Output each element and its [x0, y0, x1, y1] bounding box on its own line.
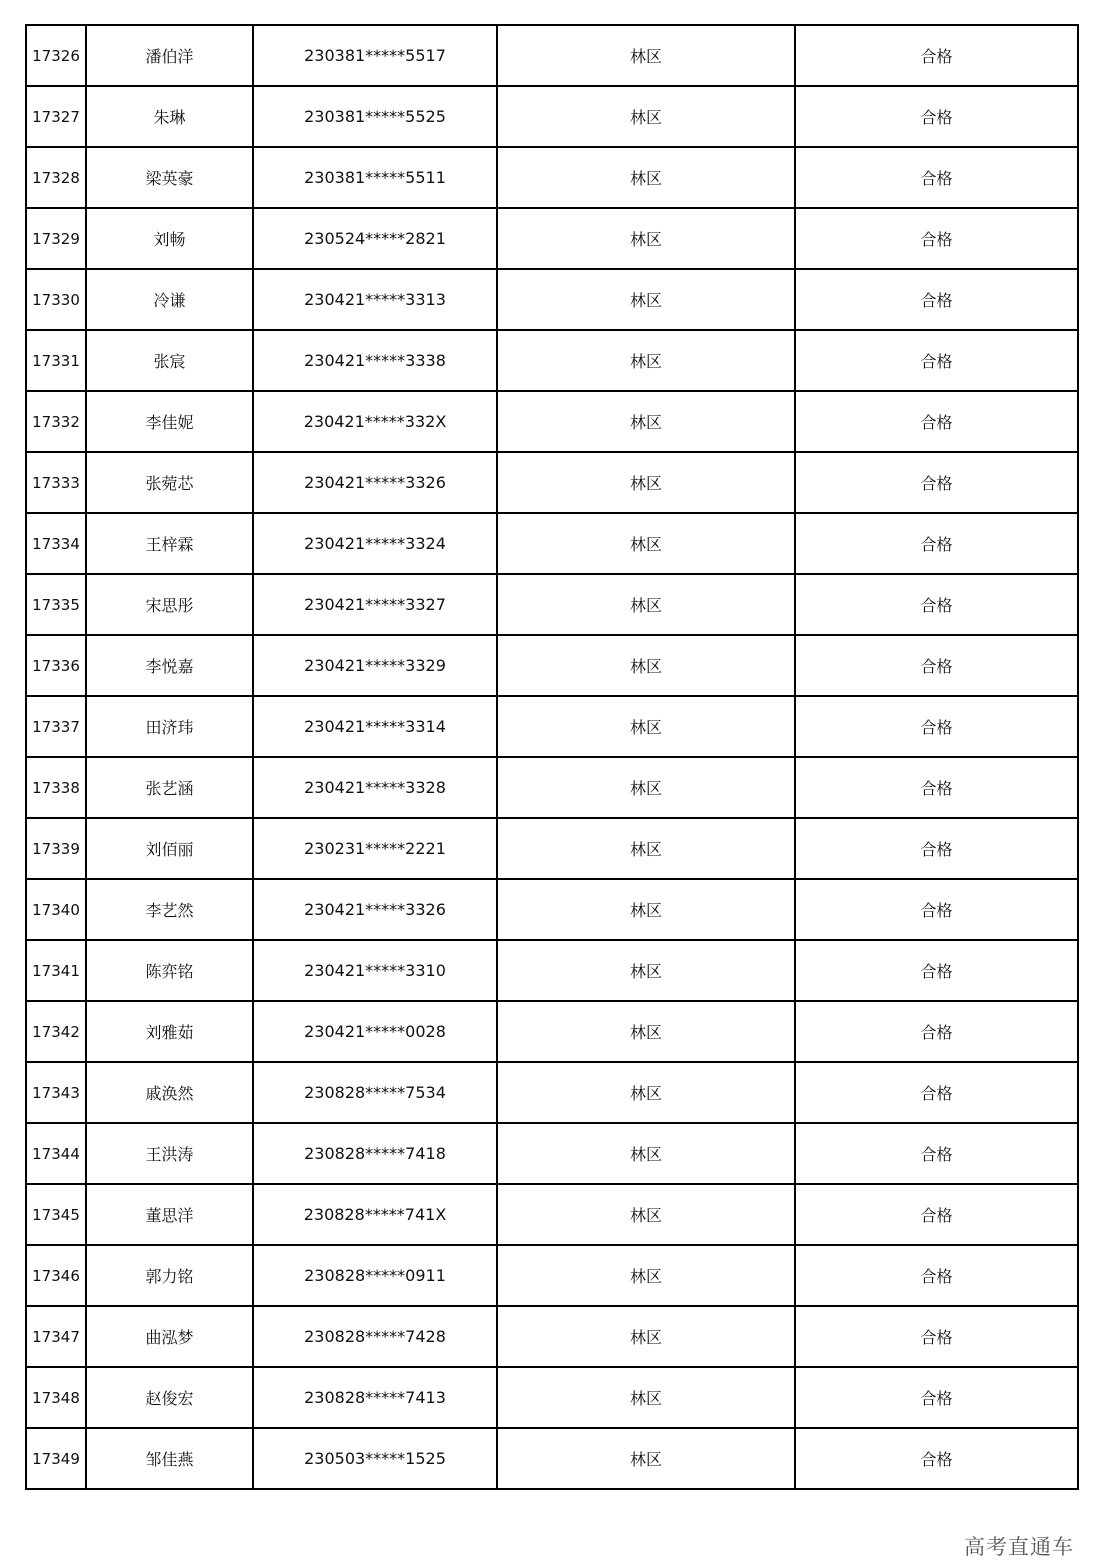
- area-cell: 林区: [497, 25, 795, 86]
- area-cell: 林区: [497, 452, 795, 513]
- table-row: [26, 1184, 1078, 1245]
- id-number-cell: 230828*****7428: [253, 1306, 497, 1367]
- area-cell: 林区: [497, 1184, 795, 1245]
- table-row: [26, 330, 1078, 391]
- area-cell: 林区: [497, 757, 795, 818]
- row-number-cell: 17346: [26, 1245, 86, 1306]
- table-row: [26, 391, 1078, 452]
- name-cell: 王梓霖: [86, 513, 253, 574]
- results-table: [25, 24, 1079, 1490]
- result-cell: 合格: [795, 635, 1078, 696]
- name-cell: 郭力铭: [86, 1245, 253, 1306]
- row-number-cell: 17337: [26, 696, 86, 757]
- row-number-cell: 17333: [26, 452, 86, 513]
- area-cell: 林区: [497, 574, 795, 635]
- id-number-cell: 230421*****3313: [253, 269, 497, 330]
- name-cell: 刘雅茹: [86, 1001, 253, 1062]
- id-number-cell: 230421*****3326: [253, 452, 497, 513]
- result-cell: 合格: [795, 879, 1078, 940]
- area-cell: 林区: [497, 696, 795, 757]
- table-row: [26, 635, 1078, 696]
- table-row: [26, 757, 1078, 818]
- table-row: [26, 452, 1078, 513]
- row-number-cell: 17334: [26, 513, 86, 574]
- result-cell: 合格: [795, 330, 1078, 391]
- name-cell: 张艺涵: [86, 757, 253, 818]
- row-number-cell: 17326: [26, 25, 86, 86]
- result-cell: 合格: [795, 1367, 1078, 1428]
- id-number-cell: 230381*****5525: [253, 86, 497, 147]
- id-number-cell: 230421*****0028: [253, 1001, 497, 1062]
- id-number-cell: 230381*****5517: [253, 25, 497, 86]
- table-row: [26, 818, 1078, 879]
- result-cell: 合格: [795, 696, 1078, 757]
- table-row: [26, 1245, 1078, 1306]
- id-number-cell: 230421*****3326: [253, 879, 497, 940]
- row-number-cell: 17341: [26, 940, 86, 1001]
- row-number-cell: 17335: [26, 574, 86, 635]
- name-cell: 宋思彤: [86, 574, 253, 635]
- id-number-cell: 230421*****3327: [253, 574, 497, 635]
- table-row: [26, 1123, 1078, 1184]
- result-cell: 合格: [795, 1245, 1078, 1306]
- row-number-cell: 17329: [26, 208, 86, 269]
- name-cell: 李佳妮: [86, 391, 253, 452]
- id-number-cell: 230828*****0911: [253, 1245, 497, 1306]
- id-number-cell: 230503*****1525: [253, 1428, 497, 1489]
- name-cell: 梁英豪: [86, 147, 253, 208]
- area-cell: 林区: [497, 1428, 795, 1489]
- result-cell: 合格: [795, 147, 1078, 208]
- area-cell: 林区: [497, 818, 795, 879]
- id-number-cell: 230231*****2221: [253, 818, 497, 879]
- row-number-cell: 17332: [26, 391, 86, 452]
- name-cell: 刘畅: [86, 208, 253, 269]
- row-number-cell: 17330: [26, 269, 86, 330]
- area-cell: 林区: [497, 1062, 795, 1123]
- row-number-cell: 17343: [26, 1062, 86, 1123]
- area-cell: 林区: [497, 879, 795, 940]
- id-number-cell: 230421*****3324: [253, 513, 497, 574]
- result-cell: 合格: [795, 818, 1078, 879]
- result-cell: 合格: [795, 208, 1078, 269]
- name-cell: 朱琳: [86, 86, 253, 147]
- name-cell: 赵俊宏: [86, 1367, 253, 1428]
- result-cell: 合格: [795, 269, 1078, 330]
- table-row: [26, 208, 1078, 269]
- row-number-cell: 17348: [26, 1367, 86, 1428]
- name-cell: 刘佰丽: [86, 818, 253, 879]
- result-cell: 合格: [795, 391, 1078, 452]
- area-cell: 林区: [497, 269, 795, 330]
- table-row: [26, 1062, 1078, 1123]
- row-number-cell: 17336: [26, 635, 86, 696]
- id-number-cell: 230421*****3329: [253, 635, 497, 696]
- area-cell: 林区: [497, 391, 795, 452]
- result-cell: 合格: [795, 1001, 1078, 1062]
- name-cell: 田济玮: [86, 696, 253, 757]
- row-number-cell: 17345: [26, 1184, 86, 1245]
- table-row: [26, 1001, 1078, 1062]
- watermark-text: 高考直通车: [964, 1535, 1074, 1559]
- table-row: [26, 513, 1078, 574]
- area-cell: 林区: [497, 1001, 795, 1062]
- table-row: [26, 574, 1078, 635]
- result-cell: 合格: [795, 1184, 1078, 1245]
- row-number-cell: 17339: [26, 818, 86, 879]
- area-cell: 林区: [497, 208, 795, 269]
- name-cell: 陈弈铭: [86, 940, 253, 1001]
- name-cell: 潘伯洋: [86, 25, 253, 86]
- name-cell: 张菀芯: [86, 452, 253, 513]
- name-cell: 冷谦: [86, 269, 253, 330]
- name-cell: 戚涣然: [86, 1062, 253, 1123]
- name-cell: 曲泓梦: [86, 1306, 253, 1367]
- row-number-cell: 17327: [26, 86, 86, 147]
- area-cell: 林区: [497, 1306, 795, 1367]
- id-number-cell: 230381*****5511: [253, 147, 497, 208]
- table-row: [26, 879, 1078, 940]
- name-cell: 董思洋: [86, 1184, 253, 1245]
- id-number-cell: 230421*****3328: [253, 757, 497, 818]
- id-number-cell: 230421*****332X: [253, 391, 497, 452]
- result-cell: 合格: [795, 757, 1078, 818]
- result-cell: 合格: [795, 940, 1078, 1001]
- table-row: [26, 940, 1078, 1001]
- result-cell: 合格: [795, 1123, 1078, 1184]
- row-number-cell: 17347: [26, 1306, 86, 1367]
- table-row: [26, 269, 1078, 330]
- row-number-cell: 17340: [26, 879, 86, 940]
- id-number-cell: 230828*****741X: [253, 1184, 497, 1245]
- table-row: [26, 86, 1078, 147]
- row-number-cell: 17349: [26, 1428, 86, 1489]
- row-number-cell: 17338: [26, 757, 86, 818]
- id-number-cell: 230524*****2821: [253, 208, 497, 269]
- result-cell: 合格: [795, 1428, 1078, 1489]
- name-cell: 王洪涛: [86, 1123, 253, 1184]
- area-cell: 林区: [497, 1367, 795, 1428]
- result-cell: 合格: [795, 574, 1078, 635]
- id-number-cell: 230421*****3314: [253, 696, 497, 757]
- id-number-cell: 230421*****3310: [253, 940, 497, 1001]
- table-row: [26, 1367, 1078, 1428]
- id-number-cell: 230828*****7534: [253, 1062, 497, 1123]
- area-cell: 林区: [497, 940, 795, 1001]
- row-number-cell: 17342: [26, 1001, 86, 1062]
- result-cell: 合格: [795, 513, 1078, 574]
- results-table-body: [26, 25, 1078, 1489]
- area-cell: 林区: [497, 635, 795, 696]
- name-cell: 邹佳燕: [86, 1428, 253, 1489]
- area-cell: 林区: [497, 1123, 795, 1184]
- table-row: [26, 147, 1078, 208]
- table-row: [26, 25, 1078, 86]
- area-cell: 林区: [497, 86, 795, 147]
- result-cell: 合格: [795, 452, 1078, 513]
- result-cell: 合格: [795, 1306, 1078, 1367]
- id-number-cell: 230828*****7413: [253, 1367, 497, 1428]
- area-cell: 林区: [497, 1245, 795, 1306]
- result-cell: 合格: [795, 25, 1078, 86]
- id-number-cell: 230421*****3338: [253, 330, 497, 391]
- row-number-cell: 17328: [26, 147, 86, 208]
- result-cell: 合格: [795, 86, 1078, 147]
- row-number-cell: 17344: [26, 1123, 86, 1184]
- table-row: [26, 1306, 1078, 1367]
- table-row: [26, 1428, 1078, 1489]
- name-cell: 李悦嘉: [86, 635, 253, 696]
- id-number-cell: 230828*****7418: [253, 1123, 497, 1184]
- table-row: [26, 696, 1078, 757]
- name-cell: 张宸: [86, 330, 253, 391]
- area-cell: 林区: [497, 147, 795, 208]
- name-cell: 李艺然: [86, 879, 253, 940]
- result-cell: 合格: [795, 1062, 1078, 1123]
- area-cell: 林区: [497, 330, 795, 391]
- row-number-cell: 17331: [26, 330, 86, 391]
- area-cell: 林区: [497, 513, 795, 574]
